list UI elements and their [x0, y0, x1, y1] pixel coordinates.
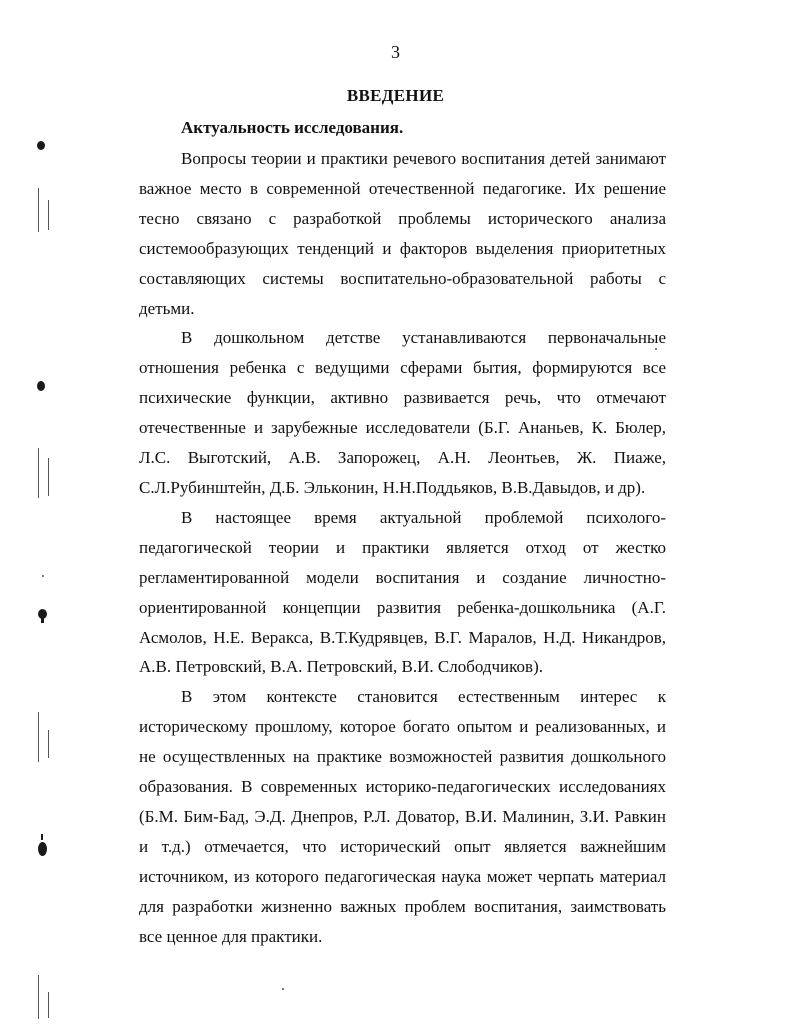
binding-line	[38, 712, 39, 762]
scan-speck	[282, 988, 284, 990]
binding-line	[48, 458, 49, 496]
binding-line	[48, 992, 49, 1018]
binding-line	[48, 730, 49, 758]
binding-line	[38, 975, 39, 1019]
section-heading: ВВЕДЕНИЕ	[346, 86, 445, 105]
paragraph-3: В настоящее время актуальной проблемой психолого-педагогической теории и практики является отход от жестко регламентированной модели воспитания и создание личностно-ориентированной концепции развития ребенка-дошкольника (А.Г. Асмолов, Н.Е. Веракса, В.Т.Кудрявцев, В.Г. Маралов, Н.Д. Никандров, А.В. Петровский, В.А. Петровский, В.И. Слободчиков).	[139, 507, 666, 677]
paragraph-2: В дошкольном детстве устанавливаются первоначальные отношения ребенка с ведущими сферами бытия, формируются все психические функции, активно развивается речь, что отмечают отечественные и зарубежные исследователи (Б.Г. Ананьев, К. Бюлер, Л.С. Выготский, А.В. Запорожец, А.Н. Леонтьев, Ж. Пиаже, С.Л.Рубинштейн, Д.Б. Эльконин, Н.Н.Поддьяков, В.В.Давыдов, и др).	[139, 328, 666, 497]
binding-line	[38, 188, 39, 232]
binding-line	[48, 200, 49, 230]
binding-line	[38, 448, 39, 498]
scan-mark	[41, 617, 44, 623]
body-text	[139, 144, 666, 951]
scan-mark	[37, 141, 45, 150]
paragraph-1: Вопросы теории и практики речевого воспитания детей занимают важное место в современной отечественной педагогике. Их решение тесно связано с разработкой проблемы исторического анализа системообразующих тенденций и факторов выделения приоритетных составляющих системы воспитательно-образовательной работы с детьми.	[139, 149, 666, 318]
scan-speck	[655, 348, 657, 350]
scan-mark	[37, 381, 45, 391]
scan-speck	[42, 575, 44, 577]
paragraph-4: В этом контексте становится естественным интерес к историческому прошлому, которое богато опытом и реализованных, и не осуществленных на практике возможностей развития дошкольного образования. В современных историко-педагогических исследованиях (Б.М. Бим-Бад, Э.Д. Днепров, Р.Л. Доватор, В.И. Малинин, З.И. Равкин и т.д.) отмечается, что исторический опыт является важнейшим источником, из которого педагогическая наука может черпать материал для разработки жизненно важных проблем воспитания, заимствовать все ценное для практики.	[139, 687, 666, 946]
scan-mark	[38, 842, 47, 856]
page-number: 3	[391, 42, 400, 62]
subheading: Актуальность исследования.	[181, 118, 404, 137]
scan-mark	[41, 834, 43, 840]
